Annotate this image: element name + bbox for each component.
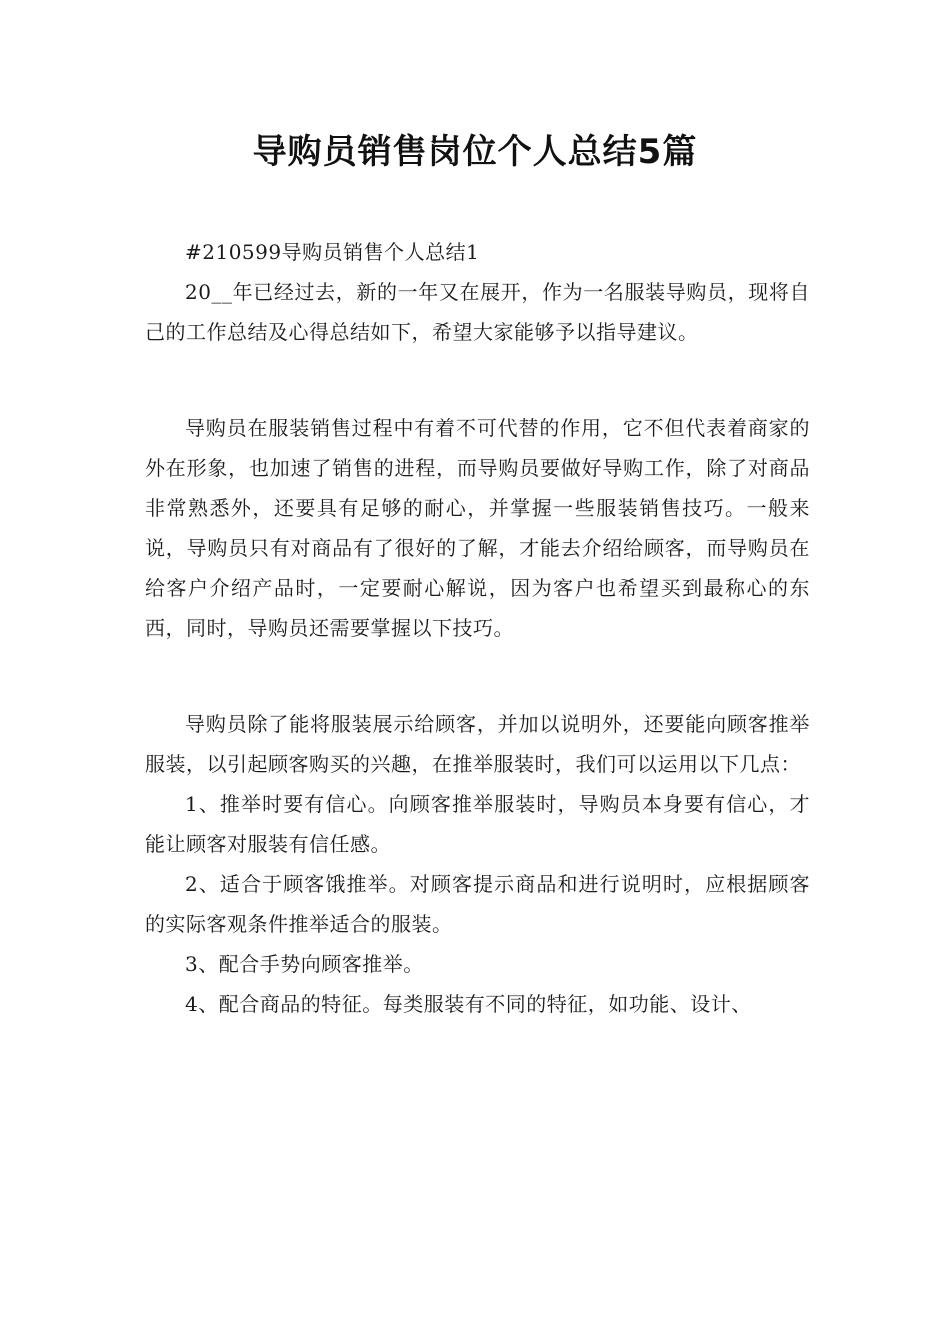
intro-paragraph: 20__年已经过去，新的一年又在展开，作为一名服装导购员，现将自己的工作总结及心得总结如下，希望大家能够予以指导建议。 bbox=[145, 280, 810, 344]
recommend-paragraph: 导购员除了能将服装展示给顾客，并加以说明外，还要能向顾客推举服装，以引起顾客购买的兴趣，在推举服装时，我们可以运用以下几点： bbox=[145, 712, 810, 776]
list-item-3: 3、配合手势向顾客推举。 bbox=[185, 952, 424, 976]
paragraph-gap bbox=[145, 352, 810, 408]
document-title: 导购员销售岗位个人总结5篇 bbox=[252, 132, 698, 172]
list-item-4: 4、配合商品的特征。每类服装有不同的特征，如功能、设计、 bbox=[185, 992, 752, 1016]
document-body bbox=[145, 232, 810, 1024]
list-item-2: 2、适合于顾客饿推举。对顾客提示商品和进行说明时，应根据顾客的实际客观条件推举适合的服装。 bbox=[145, 872, 810, 936]
role-paragraph: 导购员在服装销售过程中有着不可代替的作用，它不但代表着商家的外在形象，也加速了销售的进程，而导购员要做好导购工作，除了对商品非常熟悉外，还要具有足够的耐心，并掌握一些服装销售技巧。一般来说，导购员只有对商品有了很好的了解，才能去介绍给顾客，而导购员在给客户介绍产品时，一定要耐心解说，因为客户也希望买到最称心的东西，同时，导购员还需要掌握以下技巧。 bbox=[145, 416, 810, 640]
section-heading: #210599导购员销售个人总结1 bbox=[185, 240, 480, 264]
paragraph-gap bbox=[145, 648, 810, 704]
list-item-1: 1、推举时要有信心。向顾客推举服装时，导购员本身要有信心，才能让顾客对服装有信任感。 bbox=[145, 792, 810, 856]
